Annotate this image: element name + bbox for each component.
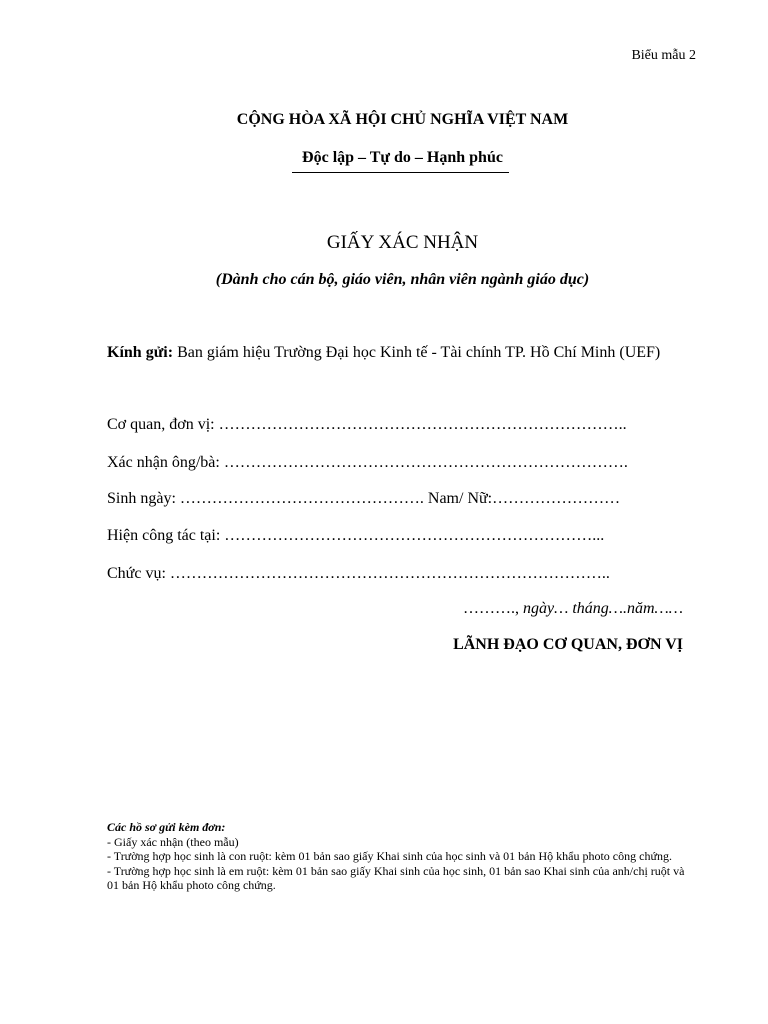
confirm-person-field[interactable]: Xác nhận ông/bà: …………………………………………………………………. <box>107 454 628 471</box>
notes-title: Các hồ sơ gửi kèm đơn: <box>107 820 226 834</box>
notes-item: - Giấy xác nhận (theo mẫu) <box>107 834 239 849</box>
document-title: GIẤY XÁC NHẬN <box>326 232 479 253</box>
signature-title: LÃNH ĐẠO CƠ QUAN, ĐƠN VỊ <box>453 636 683 653</box>
birth-gender-field[interactable]: Sinh ngày: ………………………………………. Nam/ Nữ:…………………… <box>107 490 621 507</box>
position-field[interactable]: Chức vụ: ……………………………………………………………………….. <box>107 565 610 582</box>
national-title: CỘNG HÒA XÃ HỘI CHỦ NGHĨA VIỆT NAM <box>236 111 569 128</box>
motto-underline <box>292 172 509 173</box>
addressee-label: Kính gửi: <box>107 344 174 361</box>
notes-item: - Trường hợp học sinh là con ruột: kèm 01 bản sao giấy Khai sinh của học sinh và 01 bản Hộ khẩu photo công chứng. <box>107 849 672 863</box>
national-motto: Độc lập – Tự do – Hạnh phúc <box>302 149 503 166</box>
notes-item: - Trường hợp học sinh là em ruột: kèm 01 bản sao giấy Khai sinh của học sinh, 01 bản sao Khai sinh của anh/chị ruột và 01 bản Hộ khẩu photo công chứng. <box>107 863 685 892</box>
agency-field[interactable]: Cơ quan, đơn vị: ………………………………………………………………….. <box>107 416 627 433</box>
date-text: ngày… tháng….năm…… <box>518 600 683 617</box>
addressee-line <box>107 344 660 362</box>
date-place: ………., <box>462 600 519 617</box>
document-subtitle: (Dành cho cán bộ, giáo viên, nhân viên ngành giáo dục) <box>215 271 590 288</box>
date-line[interactable] <box>463 600 683 618</box>
form-code: Biểu mẫu 2 <box>631 48 696 63</box>
addressee-text: Ban giám hiệu Trường Đại học Kinh tế - Tài chính TP. Hồ Chí Minh (UEF) <box>173 344 661 361</box>
attachments-notes <box>107 820 697 893</box>
workplace-field[interactable]: Hiện công tác tại: ……………………………………………………………... <box>107 527 605 544</box>
